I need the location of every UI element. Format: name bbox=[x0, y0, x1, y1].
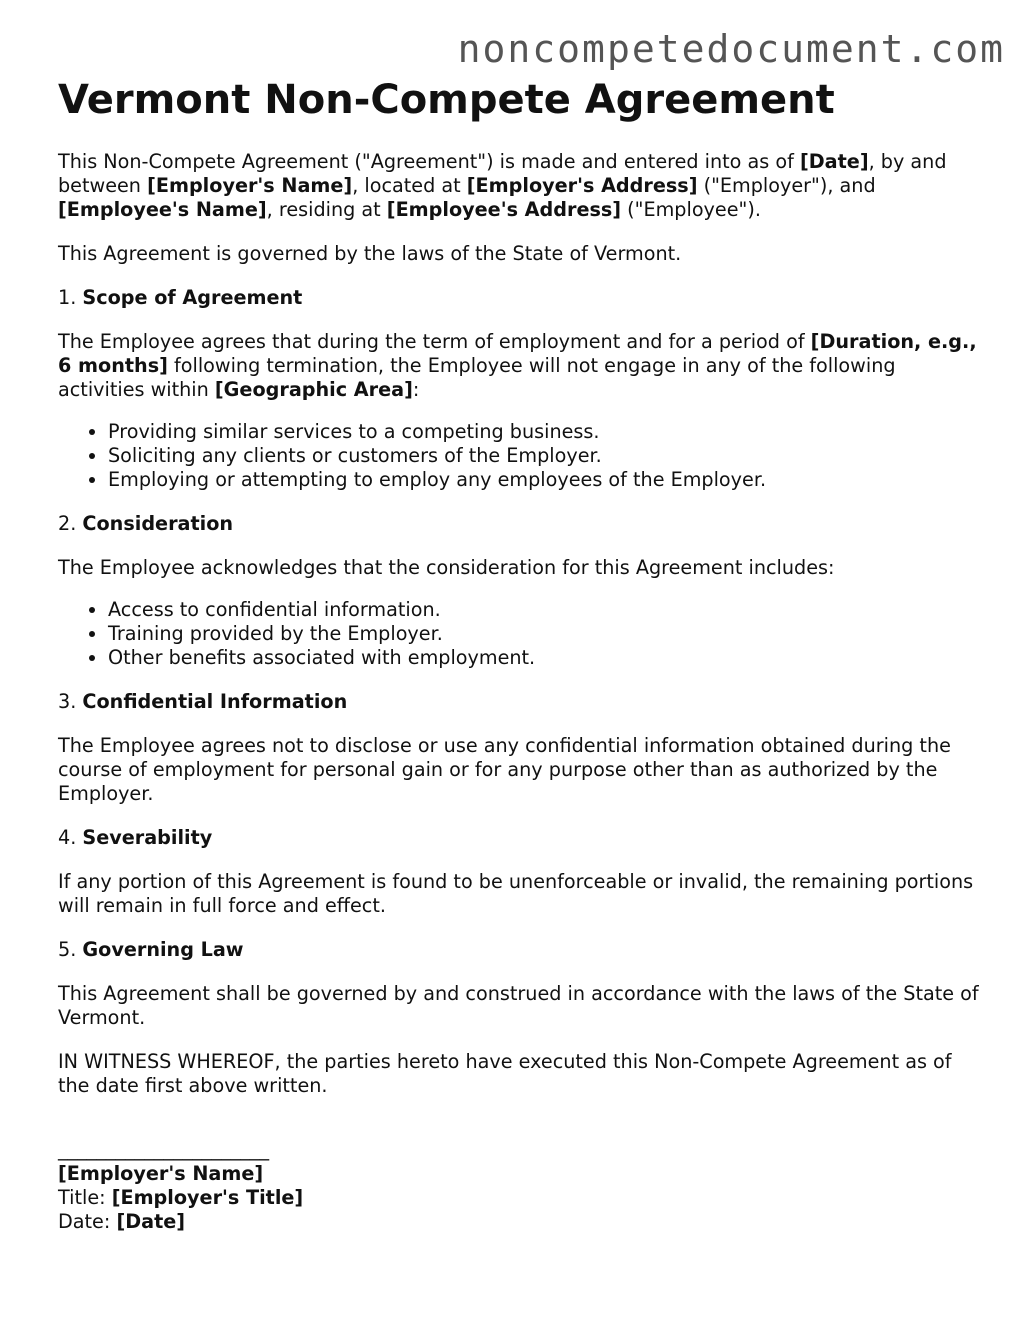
duration-placeholder: [Duration, e.g., 6 months] bbox=[58, 330, 977, 377]
consideration-list bbox=[58, 598, 988, 670]
watermark-text: noncompetedocument.com bbox=[457, 27, 1005, 71]
section-heading-consideration: 2. Consideration bbox=[58, 512, 234, 535]
signature-block bbox=[58, 1138, 988, 1234]
signature-title: Title: [Employer's Title] bbox=[58, 1186, 304, 1209]
confidential-paragraph: The Employee agrees not to disclose or use any confidential information obtained during the course of employment for personal gain or for any purpose other than as authorized by the Employer. bbox=[58, 734, 951, 805]
governing-law-paragraph: This Agreement shall be governed by and construed in accordance with the laws of the State of Vermont. bbox=[58, 982, 979, 1029]
list-item: • Other benefits associated with employment. bbox=[108, 646, 988, 670]
document-title: Vermont Non-Compete Agreement bbox=[58, 77, 835, 123]
severability-paragraph: If any portion of this Agreement is found to be unenforceable or invalid, the remaining portions will remain in full force and effect. bbox=[58, 870, 974, 917]
date-placeholder: [Date] bbox=[799, 150, 869, 173]
governed-paragraph: This Agreement is governed by the laws of the State of Vermont. bbox=[58, 242, 682, 265]
list-item: • Employing or attempting to employ any employees of the Employer. bbox=[108, 468, 988, 492]
list-item: • Providing similar services to a competing business. bbox=[108, 420, 988, 444]
employee-address-placeholder: [Employee's Address] bbox=[386, 198, 622, 221]
scope-paragraph: The Employee agrees that during the term of employment and for a period of [Duration, e.g., 6 months] following termination, the Employee will not engage in any of the following activities within [Geographic Area]: bbox=[58, 330, 977, 401]
geographic-area-placeholder: [Geographic Area] bbox=[214, 378, 413, 401]
list-item: • Training provided by the Employer. bbox=[108, 622, 988, 646]
employee-name-placeholder: [Employee's Name] bbox=[58, 198, 267, 221]
signature-name: [Employer's Name] bbox=[58, 1162, 264, 1185]
intro-paragraph: This Non-Compete Agreement ("Agreement") is made and entered into as of [Date], by and between [Employer's Name], located at [Employer's Address] ("Employer"), and [Employee's Name], residing at [Employee's Address] ("Employee"). bbox=[58, 150, 947, 221]
consideration-paragraph: The Employee acknowledges that the consideration for this Agreement includes: bbox=[58, 556, 835, 579]
document-body bbox=[58, 76, 988, 1234]
scope-list bbox=[58, 420, 988, 492]
section-heading-confidential: 3. Confidential Information bbox=[58, 690, 348, 713]
list-item: • Access to confidential information. bbox=[108, 598, 988, 622]
section-heading-scope: 1. Scope of Agreement bbox=[58, 286, 303, 309]
section-heading-governing-law: 5. Governing Law bbox=[58, 938, 244, 961]
employer-address-placeholder: [Employer's Address] bbox=[466, 174, 698, 197]
signature-line: ______________________ bbox=[58, 1138, 270, 1161]
list-item: • Soliciting any clients or customers of the Employer. bbox=[108, 444, 988, 468]
witness-paragraph: IN WITNESS WHEREOF, the parties hereto have executed this Non-Compete Agreement as of the date first above written. bbox=[58, 1050, 952, 1097]
section-heading-severability: 4. Severability bbox=[58, 826, 213, 849]
employer-name-placeholder: [Employer's Name] bbox=[147, 174, 353, 197]
signature-date: Date: [Date] bbox=[58, 1210, 186, 1233]
